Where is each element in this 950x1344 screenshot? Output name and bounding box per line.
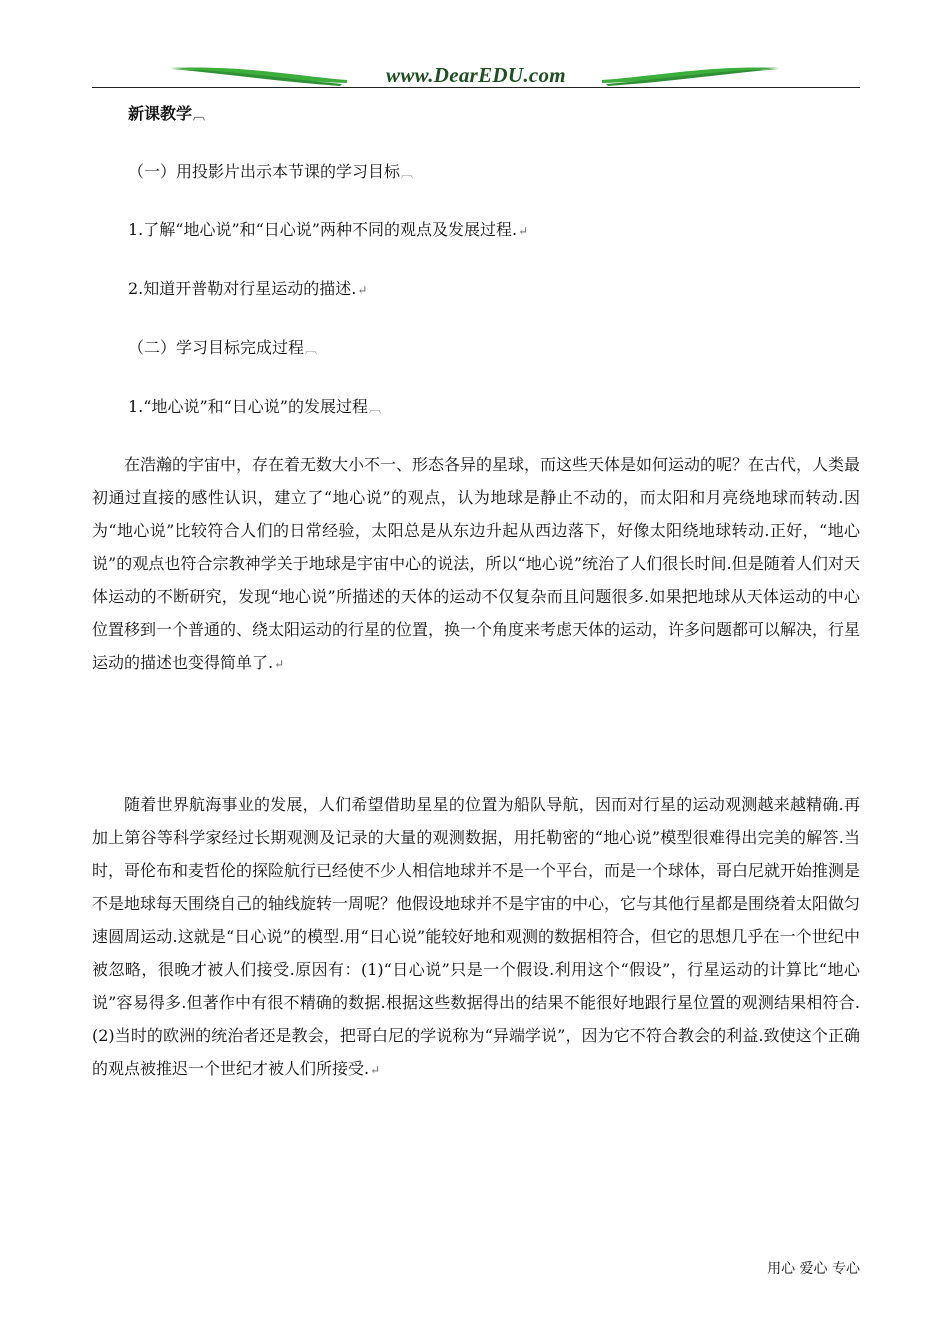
paragraph-mark-icon: ︹: [193, 108, 206, 122]
logo-text: www.DearEDU.com: [386, 63, 566, 87]
paragraph-1: 在浩瀚的宇宙中，存在着无数大小不一、形态各异的星球，而这些天体是如何运动的呢？在古代，人类最初通过直接的感性认识，建立了“地心说”的观点，认为地球是静止不动的，而太阳和月亮绕地球而转动.因为“地心说”比较符合人们的日常经验，太阳总是从东边升起从西边落下，好像太阳绕地球转动.正好，“地心说”的观点也符合宗教神学关于地球是宇宙中心的说法，所以“地心说”统治了人们很长时间.但是随着人们对天体运动的不断研究，发现“地心说”所描述的天体的运动不仅复杂而且问题很多.如果把地球从天体运动的中心位置移到一个普通的、绕太阳运动的行星的位置，换一个角度来考虑天体的运动，许多问题都可以解决，行星运动的描述也变得简单了.↵: [92, 455, 861, 672]
subheading-process: （二）学习目标完成过程︹: [128, 338, 318, 357]
objective-item-2: 2.知道开普勒对行星运动的描述.↵: [128, 279, 368, 298]
paragraph-mark-icon: ︹: [369, 401, 382, 415]
paragraph-mark-icon: ︹: [401, 166, 414, 180]
objective-item-1: 1.了解“地心说”和“日心说”两种不同的观点及发展过程.↵: [128, 220, 529, 239]
subheading-objectives: （一）用投影片出示本节课的学习目标︹: [128, 162, 414, 181]
page-header: [92, 60, 860, 90]
paragraph-2: 随着世界航海事业的发展，人们希望借助星星的位置为船队导航，因而对行星的运动观测越来越精确.再加上第谷等科学家经过长期观测及记录的大量的观测数据，用托勒密的“地心说”模型很难得出完美的解答.当时，哥伦布和麦哲伦的探险航行已经使不少人相信地球并不是一个平台，而是一个球体，哥白尼就开始推测是不是地球每天围绕自己的轴线旋转一周呢？他假设地球并不是宇宙的中心，它与其他行星都是围绕着太阳做匀速圆周运动.这就是“日心说”的模型.用“日心说”能较好地和观测的数据相符合，但它的思想几乎在一个世纪中被忽略，很晚才被人们接受.原因有：(1)“日心说”只是一个假设.利用这个“假设”，行星运动的计算比“地心说”容易得多.但著作中有很不精确的数据.根据这些数据得出的结果不能很好地跟行星位置的观测结果相符合.(2)当时的欧洲的统治者还是教会，把哥白尼的学说称为“异端学说”，因为它不符合教会的利益.致使这个正确的观点被推迟一个世纪才被人们所接受.↵: [92, 795, 861, 1078]
header-rule: [92, 87, 860, 88]
page-footer: 用心 爱心 专心: [767, 1261, 860, 1277]
paragraph-mark-icon: ↵: [357, 283, 368, 297]
paragraph-mark-icon: ↵: [518, 224, 529, 238]
process-item-1: 1.“地心说”和“日心说”的发展过程︹: [128, 397, 382, 416]
paragraph-mark-icon: ↵: [274, 657, 285, 671]
paragraph-mark-icon: ↵: [370, 1063, 381, 1077]
section-heading-new-lesson: 新课教学︹: [128, 104, 206, 123]
paragraph-mark-icon: ︹: [305, 342, 318, 356]
